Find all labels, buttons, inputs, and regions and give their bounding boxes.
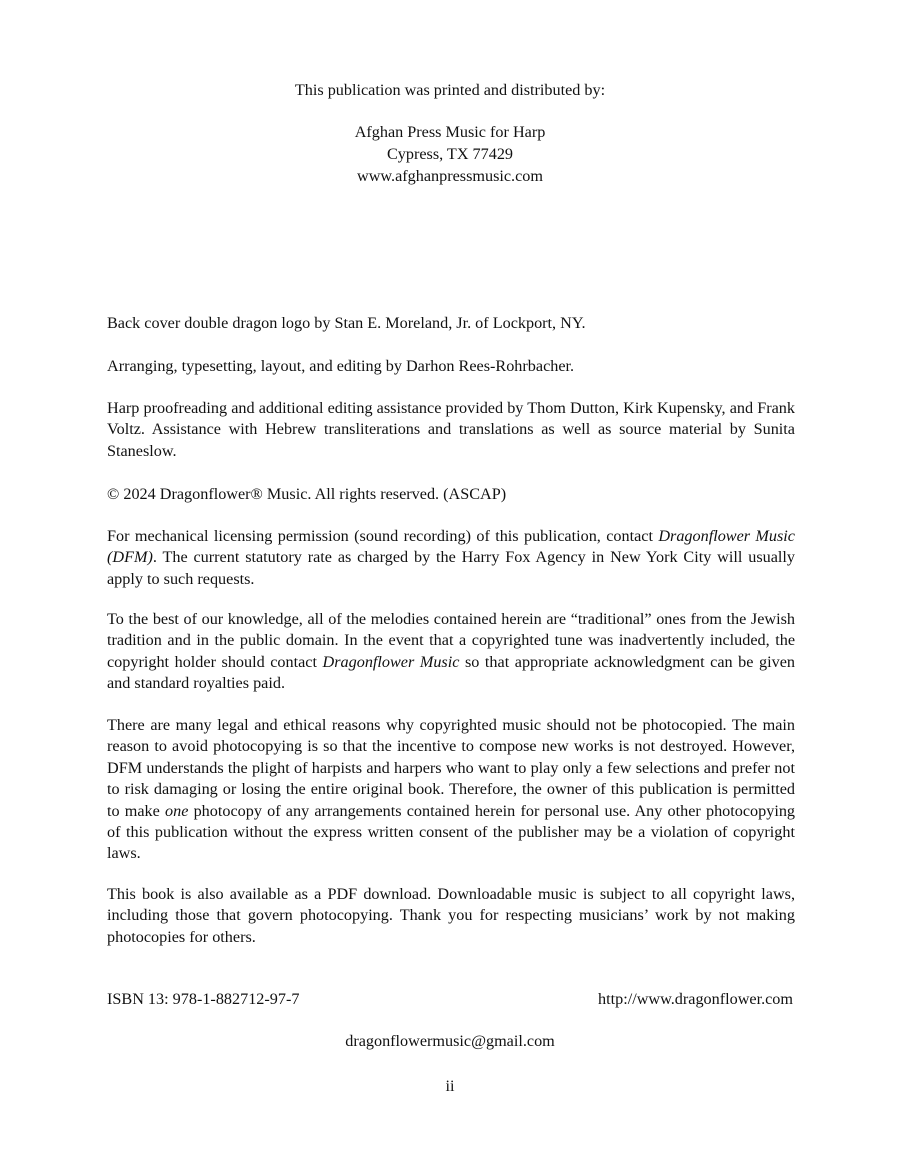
distribution-intro: This publication was printed and distributed by: [294,81,606,99]
website-link[interactable]: http://www.dragonflower.com [598,990,793,1008]
publisher-name: Afghan Press Music for Harp [354,123,546,141]
photocopy-text-b: photocopy of any arrangements contained herein for personal use. Any other photocopying of this publication without the express written consent of the publisher may be a violation of copyright laws. [107,801,796,863]
photocopy-paragraph [107,715,795,865]
copyright-notice: © 2024 Dragonflower® Music. All rights reserved. (ASCAP) [107,485,507,503]
page-number: ii [445,1077,455,1095]
arranging-credit: Arranging, typesetting, layout, and editing by Darhon Rees-Rohrbacher. [107,357,575,375]
logo-credit: Back cover double dragon logo by Stan E. Moreland, Jr. of Lockport, NY. [107,314,586,332]
proofreading-credit: Harp proofreading and additional editing assistance provided by Thom Dutton, Kirk Kupensky, and Frank Voltz. Assistance with Hebrew transliterations and translations as well as source material by Sunita Staneslow. [107,399,795,460]
publisher-city: Cypress, TX 77429 [386,145,514,163]
traditional-text-b: so that appropriate acknowledgment can be given and standard royalties paid. [107,652,795,693]
publisher-url[interactable]: www.afghanpressmusic.com [357,167,543,185]
licensing-publisher-italic: Dragonflower Music (DFM) [107,527,795,567]
licensing-text-a: For mechanical licensing permission (sound recording) of this publication, contact [107,527,659,545]
traditional-paragraph [107,609,795,695]
licensing-paragraph [107,526,795,590]
traditional-text-a: To the best of our knowledge, all of the melodies contained herein are “traditional” ones from the Jewish tradition and in the public domain. In the event that a copyrighted tune was inadvertently included, the copyright holder should contact [107,610,795,671]
pdf-notice: This book is also available as a PDF download. Downloadable music is subject to all copyright laws, including those that govern photocopying. Thank you for respecting musicians’ work by not making photocopies for others. [107,885,795,946]
photocopy-one-italic: one [165,801,189,820]
photocopy-text-a: There are many legal and ethical reasons why copyrighted music should not be photocopied. The main reason to avoid photocopying is so that the incentive to compose new works is not destroyed. However, DFM understands the plight of harpists and harpers who want to play only a few selections and prefer not to risk damaging or losing the entire original book. Therefore, the owner of this publication is permitted to make [107,716,795,820]
email-link[interactable]: dragonflowermusic@gmail.com [345,1032,555,1050]
licensing-text-b: . The current statutory rate as charged by the Harry Fox Agency in New York City will usually apply to such requests. [107,548,795,588]
isbn: ISBN 13: 978-1-882712-97-7 [107,990,300,1008]
traditional-publisher-italic: Dragonflower Music [322,652,460,671]
